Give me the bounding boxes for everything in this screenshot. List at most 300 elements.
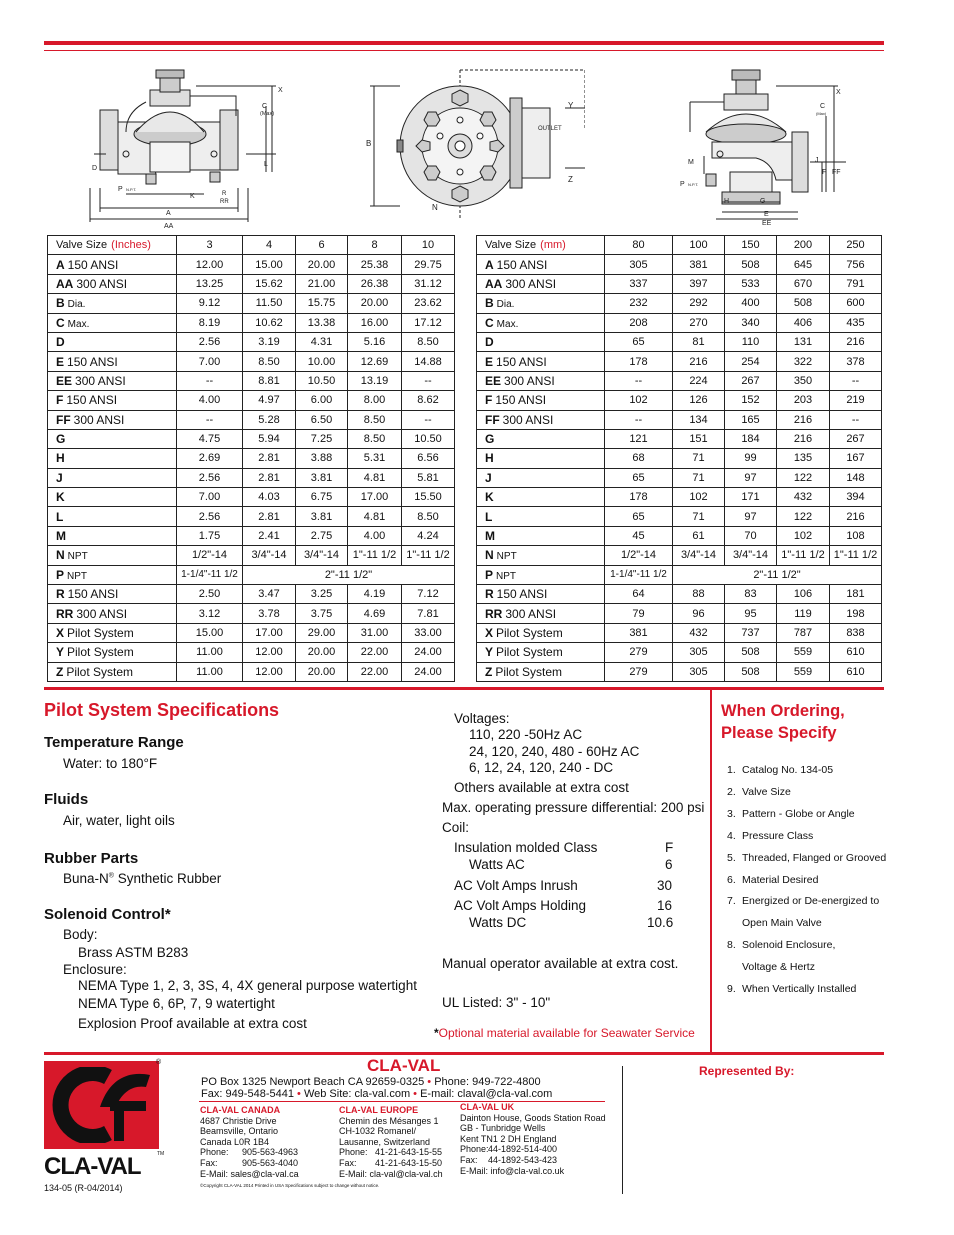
voltage-2: 24, 120, 240, 480 - 60Hz AC <box>469 744 640 759</box>
value-cell: 432 <box>673 623 725 642</box>
valve-size-unit: (mm) <box>540 239 566 252</box>
email-link[interactable]: E-mail: claval@cla-val.com <box>420 1088 553 1100</box>
value-cell: 4.75 <box>177 429 243 448</box>
dimension-label <box>477 332 605 351</box>
value-cell: 95 <box>725 604 777 623</box>
value-cell: 1"-11 1/2 <box>777 546 830 565</box>
value-cell: 1/2"-14 <box>605 546 673 565</box>
canada-title: CLA-VAL CANADA <box>200 1105 281 1115</box>
value-cell: 20.00 <box>296 643 348 662</box>
europe-title: CLA-VAL EUROPE <box>339 1105 419 1115</box>
value-cell: 216 <box>673 352 725 371</box>
value-cell: 5.16 <box>348 332 402 351</box>
dimension-label <box>48 429 177 448</box>
logo-tm: TM <box>157 1151 165 1157</box>
value-cell: 131 <box>777 332 830 351</box>
value-cell: 5.31 <box>348 449 402 468</box>
table-row <box>48 526 455 545</box>
value-cell: 13.25 <box>177 274 243 293</box>
dimension-desc: Pilot System <box>496 645 563 660</box>
value-cell: 152 <box>725 391 777 410</box>
fax: Fax: 949-548-5441 <box>201 1088 294 1100</box>
size-header-cell: 80 <box>605 236 673 255</box>
canada-email[interactable]: E-Mail: sales@cla-val.ca <box>200 1168 299 1179</box>
dimension-label <box>48 604 177 623</box>
dimension-label <box>48 643 177 662</box>
ordering-item-number: 7. <box>727 895 736 908</box>
label-c-max-right: (Max) <box>816 111 827 116</box>
value-cell: 340 <box>725 313 777 332</box>
ordering-title <box>721 700 845 744</box>
dimension-desc: 300 ANSI <box>505 276 557 291</box>
value-cell: 305 <box>605 255 673 274</box>
table-row <box>477 468 882 487</box>
value-cell: 1"-11 1/2 <box>830 546 882 565</box>
table-row <box>48 623 455 642</box>
ul-listed: UL Listed: 3" - 10" <box>442 995 551 1010</box>
temperature-heading: Temperature Range <box>44 734 184 751</box>
temperature-text: Water: to 180°F <box>63 756 158 771</box>
ordering-item <box>727 782 886 804</box>
dimension-code: F <box>56 393 64 408</box>
watts-ac-label: Watts AC <box>469 857 525 872</box>
value-cell: 208 <box>605 313 673 332</box>
dimension-desc: 150 ANSI <box>495 393 547 408</box>
uk-phone-label: Phone: <box>460 1144 489 1155</box>
dimension-label <box>477 662 605 681</box>
label-b: B <box>366 139 372 148</box>
value-cell: 88 <box>673 585 725 604</box>
bullet-1: • <box>427 1076 432 1088</box>
dimension-desc: 300 ANSI <box>73 412 125 427</box>
value-cell: 4.81 <box>348 468 402 487</box>
enclosure-label: Enclosure: <box>63 962 127 977</box>
company-address-line <box>201 1076 541 1088</box>
table-header-row <box>477 236 882 255</box>
value-cell: 756 <box>830 255 882 274</box>
value-cell: 10.62 <box>243 313 296 332</box>
value-cell: 533 <box>725 274 777 293</box>
value-cell: 165 <box>725 410 777 429</box>
value-cell: 4.19 <box>348 585 402 604</box>
dimension-code: AA <box>56 276 74 291</box>
value-cell: 508 <box>777 294 830 313</box>
canada-line-2: Beamsville, Ontario <box>200 1126 279 1137</box>
value-cell: 267 <box>830 429 882 448</box>
table-row <box>48 255 455 274</box>
dimension-code: Z <box>56 664 64 679</box>
value-cell: 3.75 <box>296 604 348 623</box>
value-cell: 126 <box>673 391 725 410</box>
value-cell: 232 <box>605 294 673 313</box>
value-cell: 3/4"-14 <box>243 546 296 565</box>
table-row <box>48 294 455 313</box>
value-cell: 1.75 <box>177 526 243 545</box>
bullet-2: • <box>297 1088 301 1100</box>
value-cell: 71 <box>673 449 725 468</box>
value-cell: -- <box>830 410 882 429</box>
value-cell: 406 <box>777 313 830 332</box>
value-cell: 7.00 <box>177 352 243 371</box>
dimension-code: Y <box>56 645 65 660</box>
label-ee: EE <box>762 220 772 227</box>
table-row <box>477 294 882 313</box>
value-cell: 12.00 <box>177 255 243 274</box>
table-row <box>477 546 882 565</box>
ordering-item-text: Pattern - Globe or Angle <box>742 807 855 820</box>
value-cell: 279 <box>605 662 673 681</box>
dimension-code: RR <box>485 606 503 621</box>
value-cell: 68 <box>605 449 673 468</box>
value-cell: 5.94 <box>243 429 296 448</box>
value-cell: 3/4"-14 <box>673 546 725 565</box>
dimension-code: L <box>485 509 493 524</box>
logo-wordmark: CLA-VAL <box>44 1153 141 1180</box>
value-cell: 134 <box>673 410 725 429</box>
company-name: CLA-VAL <box>367 1056 441 1075</box>
value-cell: 31.12 <box>402 274 455 293</box>
represented-divider <box>622 1066 623 1194</box>
dimension-label <box>477 468 605 487</box>
top-red-rule <box>44 41 884 45</box>
coil-label: Coil: <box>442 820 470 835</box>
dimension-desc: 150 ANSI <box>67 587 119 602</box>
value-cell: 167 <box>830 449 882 468</box>
value-cell: 122 <box>777 468 830 487</box>
label-outlet: OUTLET <box>538 126 562 132</box>
label-j: J <box>815 157 819 164</box>
dimension-code: C <box>56 315 65 330</box>
label-c-right: C <box>820 103 826 110</box>
label-p-npt: N.P.T. <box>126 187 137 192</box>
value-cell: -- <box>402 410 455 429</box>
max-pressure: Max. operating pressure differential: 200 psi <box>442 800 705 815</box>
table-row <box>48 488 455 507</box>
value-cell: 4.24 <box>402 526 455 545</box>
phone: Phone: 949-722-4800 <box>434 1076 541 1088</box>
value-cell: 203 <box>777 391 830 410</box>
ordering-item-text: Energized or De-energized to <box>742 895 880 908</box>
table-row <box>48 429 455 448</box>
insulation-label: Insulation molded Class <box>454 840 598 855</box>
dimension-code: Y <box>485 645 494 660</box>
value-cell: 292 <box>673 294 725 313</box>
dimension-desc: NPT <box>496 570 517 582</box>
dimension-desc: Max. <box>496 318 519 330</box>
dimension-code: EE <box>485 373 502 388</box>
company-contact-line <box>201 1088 552 1100</box>
angle-valve-drawing <box>676 62 858 234</box>
watts-ac-value: 6 <box>665 857 673 872</box>
catalog-number: 134-05 (R-04/2014) <box>44 1183 123 1193</box>
web-link[interactable]: Web Site: cla-val.com <box>303 1088 411 1100</box>
dimension-code: E <box>485 354 494 369</box>
bullet-3: • <box>413 1088 418 1100</box>
label-a: A <box>166 210 171 217</box>
dimensions-table-mm <box>476 235 882 682</box>
dimension-desc: 150 ANSI <box>67 354 118 369</box>
ordering-item-number: 5. <box>727 851 736 864</box>
value-cell: 11.00 <box>177 662 243 681</box>
dimension-label <box>477 352 605 371</box>
insulation-value: F <box>665 840 674 855</box>
fluids-heading: Fluids <box>44 791 89 808</box>
size-header-cell: 200 <box>777 236 830 255</box>
table-row <box>477 274 882 293</box>
value-cell: 2.56 <box>177 507 243 526</box>
ordering-item <box>727 957 886 979</box>
dimension-desc: 150 ANSI <box>496 587 548 602</box>
dimension-code: FF <box>485 412 500 427</box>
dimension-code: R <box>485 587 494 602</box>
value-cell: 102 <box>673 488 725 507</box>
value-cell: 2.41 <box>243 526 296 545</box>
value-cell: 33.00 <box>402 623 455 642</box>
table-row <box>477 604 882 623</box>
uk-title: CLA-VAL UK <box>460 1102 515 1112</box>
value-cell: 397 <box>673 274 725 293</box>
value-cell: 17.12 <box>402 313 455 332</box>
dimension-label <box>477 410 605 429</box>
value-cell: 559 <box>777 662 830 681</box>
table-row <box>477 662 882 681</box>
value-cell: 65 <box>605 507 673 526</box>
label-p-npt-right: N.P.T. <box>688 182 699 187</box>
dimension-code: P <box>485 567 494 582</box>
table-row <box>48 643 455 662</box>
value-cell: 65 <box>605 332 673 351</box>
table-row <box>477 332 882 351</box>
table-row <box>48 507 455 526</box>
ordering-item-text: Voltage & Hertz <box>742 961 815 974</box>
value-cell: 4.69 <box>348 604 402 623</box>
value-cell: 279 <box>605 643 673 662</box>
value-cell: 181 <box>830 585 882 604</box>
value-cell: -- <box>177 371 243 390</box>
table-row <box>477 313 882 332</box>
value-cell: 102 <box>777 526 830 545</box>
value-cell: -- <box>177 410 243 429</box>
body-text: Brass ASTM B283 <box>78 945 189 960</box>
dimension-desc: 300 ANSI <box>504 373 555 388</box>
label-aa: AA <box>164 223 174 230</box>
dimension-label <box>48 352 177 371</box>
value-cell: 119 <box>777 604 830 623</box>
table-row <box>48 332 455 351</box>
value-cell: 8.50 <box>348 429 402 448</box>
dimension-label <box>48 662 177 681</box>
value-cell-merged: 2"-11 1/2" <box>673 565 882 584</box>
value-cell: 12.00 <box>243 662 296 681</box>
value-cell: 508 <box>725 662 777 681</box>
footnote-text: Optional material available for Seawater Service <box>438 1026 695 1040</box>
table-row <box>477 623 882 642</box>
dimension-desc: Pilot System <box>495 664 563 679</box>
dimension-code: B <box>485 296 494 311</box>
value-cell: 97 <box>725 468 777 487</box>
value-cell: 24.00 <box>402 643 455 662</box>
value-cell: 171 <box>725 488 777 507</box>
ordering-item-text: Open Main Valve <box>742 917 822 930</box>
ordering-item-number: 1. <box>727 764 736 776</box>
dimension-label <box>477 488 605 507</box>
ordering-item-number: 9. <box>727 983 736 996</box>
label-l: L <box>264 161 268 168</box>
value-cell: 838 <box>830 623 882 642</box>
valve-size-header <box>477 236 605 255</box>
value-cell-merged: 2"-11 1/2" <box>243 565 455 584</box>
table-row <box>48 546 455 565</box>
table-row <box>48 585 455 604</box>
value-cell: 10.00 <box>296 352 348 371</box>
europe-phone-label: Phone: <box>339 1147 368 1158</box>
inrush-value: 30 <box>657 878 673 893</box>
value-cell: 216 <box>830 332 882 351</box>
dimensions-table-inches <box>47 235 455 682</box>
value-cell: 3/4"-14 <box>296 546 348 565</box>
value-cell: 381 <box>673 255 725 274</box>
value-cell: 2.56 <box>177 468 243 487</box>
dimension-code: Z <box>485 664 493 679</box>
value-cell: 17.00 <box>348 488 402 507</box>
dimension-desc: Max. <box>67 318 90 330</box>
size-header-cell: 100 <box>673 236 725 255</box>
dimension-label <box>477 565 605 584</box>
dimension-desc: 150 ANSI <box>496 257 548 272</box>
value-cell: 394 <box>830 488 882 507</box>
dimension-label <box>477 604 605 623</box>
ordering-item-text: Threaded, Flanged or Grooved <box>742 851 887 864</box>
size-header-cell: 6 <box>296 236 348 255</box>
value-cell: 337 <box>605 274 673 293</box>
dimension-code: M <box>56 529 66 544</box>
seawater-footnote <box>434 1026 695 1040</box>
uk-line-1: Dainton House, Goods Station Road <box>460 1112 606 1123</box>
value-cell: 3/4"-14 <box>725 546 777 565</box>
ordering-item <box>727 870 886 892</box>
dimension-desc: 300 ANSI <box>75 373 126 388</box>
uk-email[interactable]: E-Mail: info@cla-val.co.uk <box>460 1165 565 1176</box>
dimension-desc: 150 ANSI <box>66 393 118 408</box>
enclosure-2: NEMA Type 6, 6P, 7, 9 watertight <box>78 996 275 1011</box>
value-cell: 17.00 <box>243 623 296 642</box>
value-cell: 8.50 <box>402 507 455 526</box>
value-cell: 2.69 <box>177 449 243 468</box>
dimension-label <box>477 255 605 274</box>
table-row <box>477 488 882 507</box>
value-cell: 216 <box>777 429 830 448</box>
dimension-code: C <box>485 315 494 330</box>
value-cell: 645 <box>777 255 830 274</box>
table-row <box>48 662 455 681</box>
value-cell: 8.50 <box>348 410 402 429</box>
value-cell: 15.00 <box>243 255 296 274</box>
dimension-label <box>477 449 605 468</box>
canada-line-3: Canada L0R 1B4 <box>200 1136 270 1147</box>
logo-reg: ® <box>156 1059 162 1066</box>
value-cell: 3.81 <box>296 507 348 526</box>
office-canada <box>200 1105 335 1179</box>
table-row <box>48 313 455 332</box>
canada-fax-label: Fax: <box>200 1157 218 1168</box>
value-cell: 305 <box>673 662 725 681</box>
manual-operator: Manual operator available at extra cost. <box>442 956 679 971</box>
canada-line-1: 4687 Christie Drive <box>200 1115 277 1126</box>
uk-line-2: GB - Tunbridge Wells <box>460 1123 546 1134</box>
ordering-item-text: When Vertically Installed <box>742 983 857 996</box>
europe-line-3: Lausanne, Switzerland <box>339 1136 431 1147</box>
value-cell: 610 <box>830 662 882 681</box>
dimension-desc: 300 ANSI <box>76 276 128 291</box>
rubber-text <box>63 871 221 886</box>
dimension-desc: Dia. <box>67 299 86 311</box>
dimension-label <box>477 643 605 662</box>
dimension-label <box>48 294 177 313</box>
value-cell: 7.25 <box>296 429 348 448</box>
value-cell: 16.00 <box>348 313 402 332</box>
value-cell: 600 <box>830 294 882 313</box>
value-cell: 1-1/4"-11 1/2 <box>177 565 243 584</box>
dimension-desc: NPT <box>496 551 517 563</box>
value-cell: 2.81 <box>243 468 296 487</box>
value-cell: 3.88 <box>296 449 348 468</box>
value-cell: 1"-11 1/2 <box>348 546 402 565</box>
value-cell: 1"-11 1/2 <box>402 546 455 565</box>
value-cell: 219 <box>830 391 882 410</box>
value-cell: 791 <box>830 274 882 293</box>
value-cell: 12.00 <box>243 643 296 662</box>
value-cell: 20.00 <box>348 294 402 313</box>
dimension-code: RR <box>56 606 74 621</box>
dimension-label <box>48 255 177 274</box>
value-cell: 610 <box>830 643 882 662</box>
value-cell: 3.12 <box>177 604 243 623</box>
value-cell: 71 <box>673 507 725 526</box>
value-cell: 45 <box>605 526 673 545</box>
value-cell: 121 <box>605 429 673 448</box>
voltage-1: 110, 220 -50Hz AC <box>469 727 583 742</box>
value-cell: -- <box>830 371 882 390</box>
ordering-item-text: Pressure Class <box>742 829 814 842</box>
dimension-code: M <box>485 529 495 544</box>
europe-email[interactable]: E-Mail: cla-val@cla-val.ch <box>339 1168 443 1179</box>
dimension-code: J <box>485 470 492 485</box>
dimension-desc: Dia. <box>496 299 515 311</box>
voltage-3: 6, 12, 24, 120, 240 - DC <box>469 760 614 775</box>
value-cell: 10.50 <box>296 371 348 390</box>
value-cell: 15.00 <box>177 623 243 642</box>
value-cell: 216 <box>830 507 882 526</box>
value-cell: 254 <box>725 352 777 371</box>
size-header-cell: 150 <box>725 236 777 255</box>
label-r: R <box>222 191 227 197</box>
value-cell: 2.75 <box>296 526 348 545</box>
europe-line-1: Chemin des Mésanges 1 <box>339 1115 439 1126</box>
dimension-desc: Pilot System <box>496 626 563 640</box>
fluids-text: Air, water, light oils <box>63 813 175 828</box>
value-cell: 559 <box>777 643 830 662</box>
explosion-proof: Explosion Proof available at extra cost <box>78 1016 307 1031</box>
table-row <box>477 585 882 604</box>
ordering-item <box>727 891 886 913</box>
value-cell: 10.50 <box>402 429 455 448</box>
value-cell: 670 <box>777 274 830 293</box>
label-rr: RR <box>220 199 229 205</box>
value-cell: 6.75 <box>296 488 348 507</box>
table-row <box>477 643 882 662</box>
table-row <box>48 371 455 390</box>
uk-line-3: Kent TN1 2 DH England <box>460 1133 557 1144</box>
